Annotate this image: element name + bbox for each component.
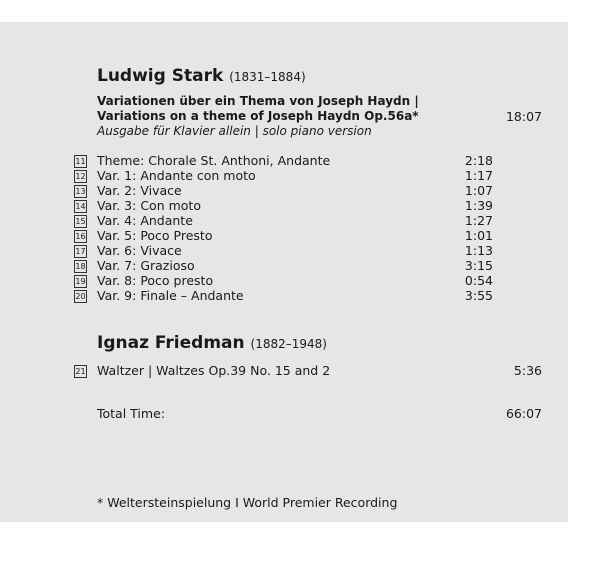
work-subtitle: Ausgabe für Klavier allein | solo piano version	[97, 124, 372, 138]
track-duration: 1:13	[464, 243, 493, 258]
track-title: Var. 4: Andante	[97, 213, 193, 228]
track-number: 12	[75, 172, 86, 181]
track-title: Var. 8: Poco presto	[97, 273, 214, 288]
track-duration: 1:17	[464, 168, 493, 183]
composer-years: (1831–1884)	[229, 70, 306, 84]
composer-name: Ludwig Stark	[97, 66, 224, 86]
composer-heading	[97, 66, 306, 86]
track-title: Var. 3: Con moto	[97, 198, 201, 213]
track-duration: 1:07	[464, 183, 493, 198]
track-duration: 5:36	[513, 363, 542, 378]
track-number: 19	[75, 277, 86, 286]
track-number: 11	[75, 157, 86, 166]
track-number: 13	[75, 187, 86, 196]
track-title: Var. 9: Finale – Andante	[97, 288, 244, 303]
track-number: 21	[75, 367, 86, 376]
track-title: Theme: Chorale St. Anthoni, Andante	[97, 153, 331, 168]
track-number: 20	[75, 292, 86, 301]
track-title: Var. 1: Andante con moto	[97, 168, 256, 183]
track-number: 15	[75, 217, 86, 226]
track-number: 16	[75, 232, 86, 241]
track-duration: 1:27	[464, 213, 493, 228]
work-title-line1: Variationen über ein Thema von Joseph Haydn |	[97, 94, 419, 108]
footnote: * Weltersteinspielung I World Premier Recording	[97, 495, 398, 510]
track-title: Var. 2: Vivace	[97, 183, 182, 198]
booklet-panel	[0, 22, 568, 522]
track-title: Waltzer | Waltzes Op.39 No. 15 and 2	[97, 363, 331, 378]
track-number: 18	[75, 262, 86, 271]
composer-name: Ignaz Friedman	[97, 333, 245, 353]
track-title: Var. 5: Poco Presto	[97, 228, 213, 243]
track-duration: 1:01	[464, 228, 493, 243]
track-title: Var. 7: Grazioso	[97, 258, 195, 273]
track-number: 14	[75, 202, 86, 211]
work-duration: 18:07	[505, 109, 542, 124]
track-duration: 0:54	[464, 273, 493, 288]
composer-years: (1882–1948)	[250, 337, 327, 351]
composer-heading	[97, 333, 327, 353]
track-title: Var. 6: Vivace	[97, 243, 182, 258]
total-time-label: Total Time:	[97, 406, 165, 421]
track-duration: 2:18	[464, 153, 493, 168]
total-time-value: 66:07	[505, 406, 542, 421]
track-number: 17	[75, 247, 86, 256]
work-title-line2: Variations on a theme of Joseph Haydn Op.56a*	[97, 109, 419, 123]
track-duration: 3:15	[464, 258, 493, 273]
track-duration: 3:55	[464, 288, 493, 303]
track-duration: 1:39	[464, 198, 493, 213]
